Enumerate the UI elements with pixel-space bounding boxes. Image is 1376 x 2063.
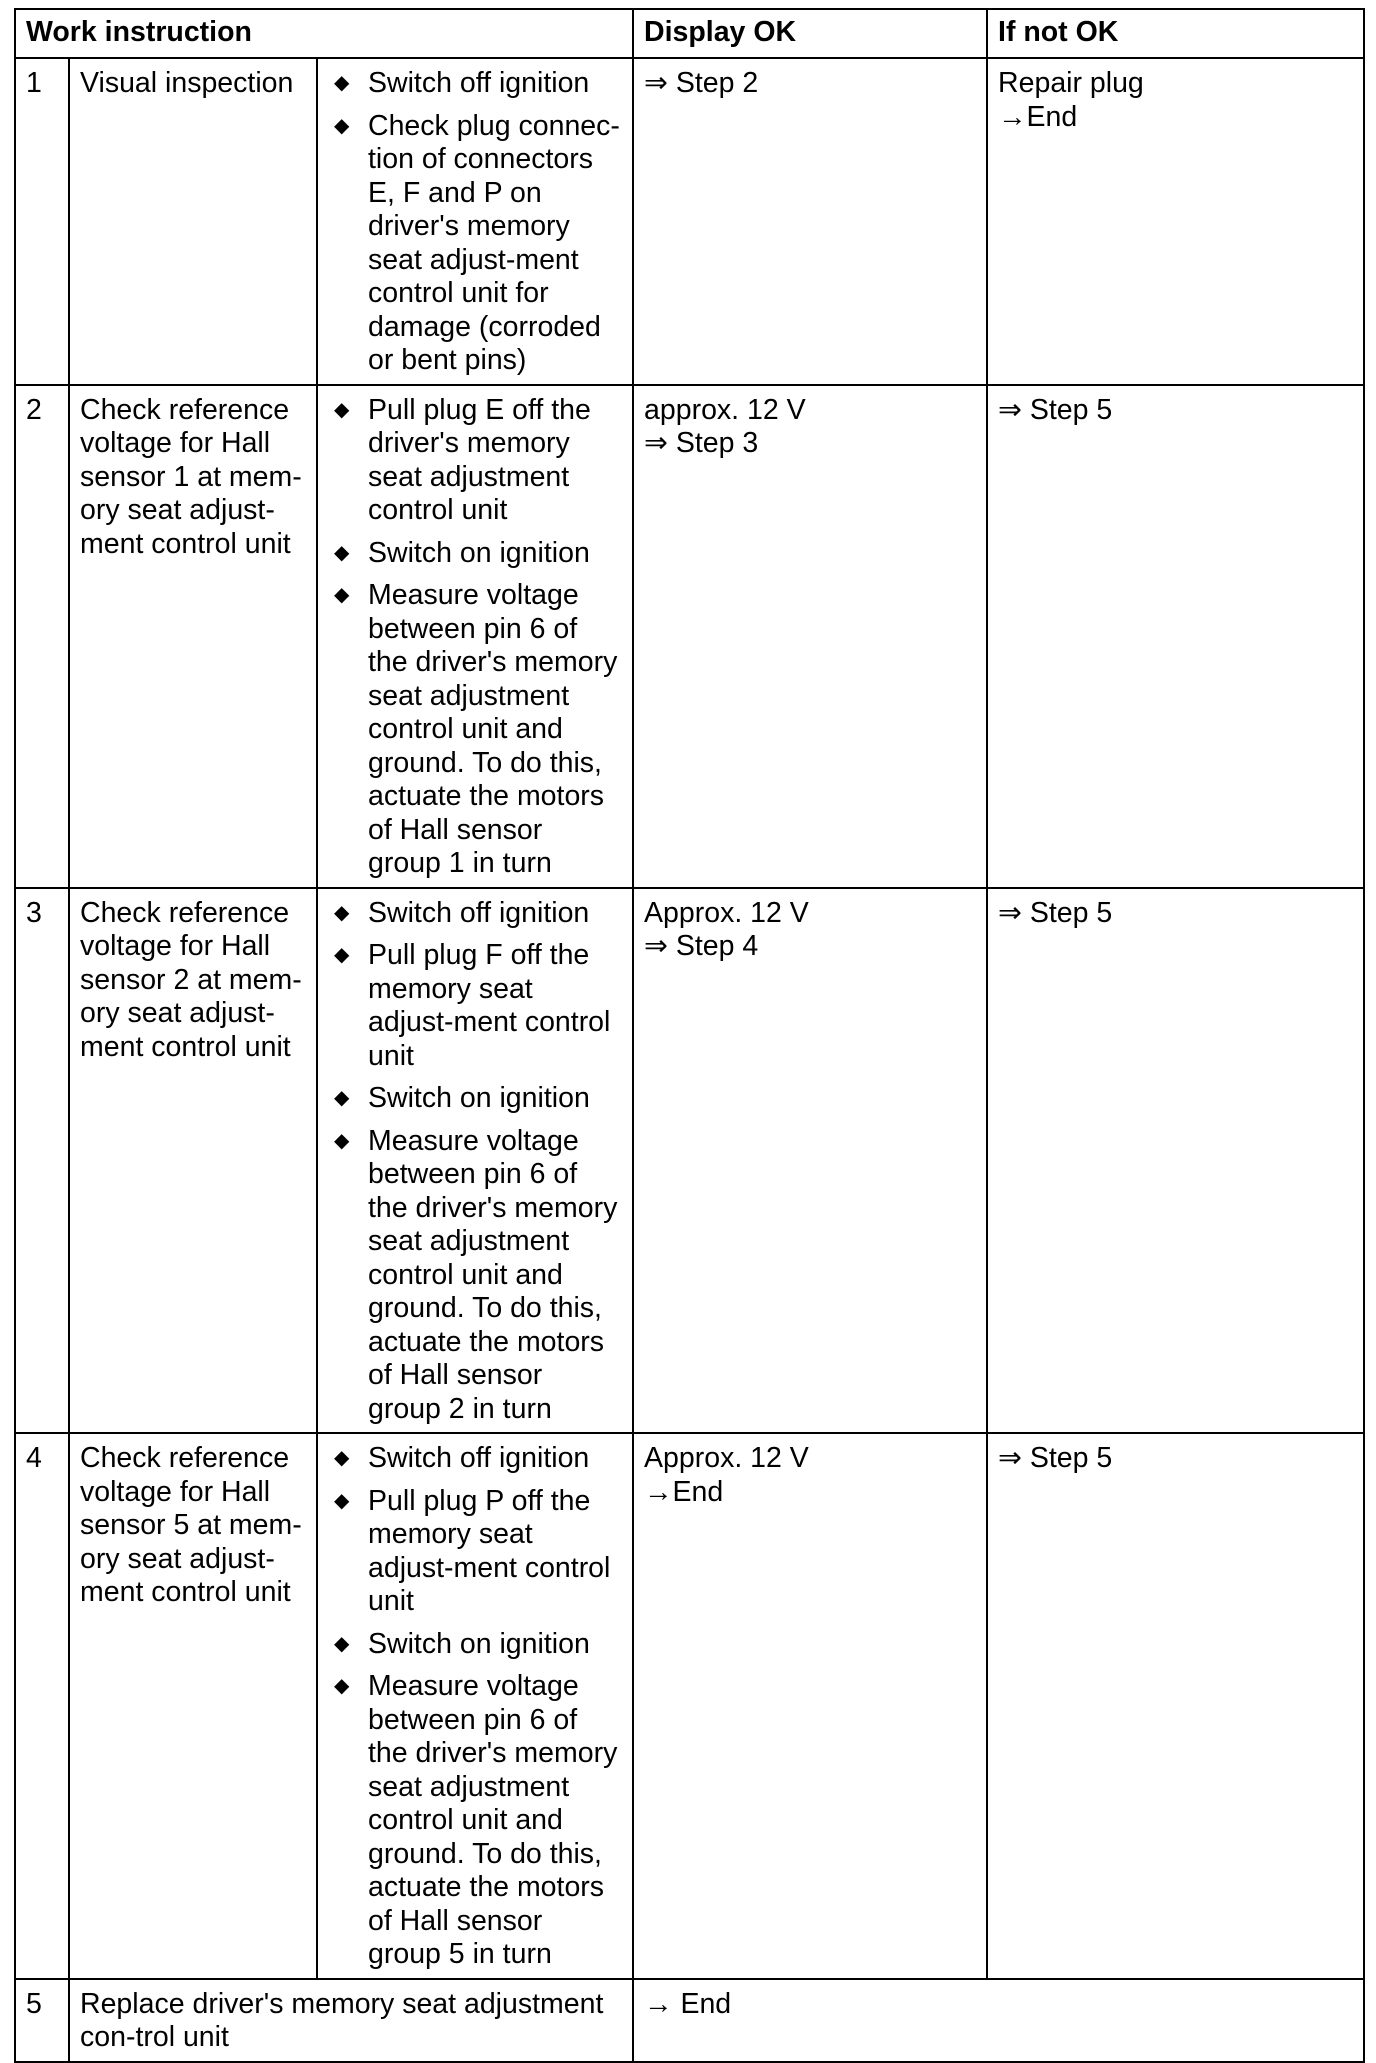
step-number: 4: [15, 1433, 69, 1979]
step-title: Check reference voltage for Hall sensor 1 at mem-ory seat adjust-ment control unit: [69, 385, 317, 888]
list-item: ◆ Pull plug F off the memory seat adjust-ment control unit: [334, 939, 611, 1072]
bullet-diamond-icon: ◆: [334, 1087, 350, 1109]
display-ok-next: ⇒ Step 4: [644, 930, 759, 962]
table-row: [15, 888, 1364, 1434]
list-item: ◆ Check plug connec-tion of connectors E, F and P on driver's memory seat adjust-ment control unit for damage (corroded or bent pins): [334, 109, 620, 376]
step-number: 3: [15, 888, 69, 1434]
work-instruction-table: [14, 8, 1365, 2063]
list-item: ◆ Switch on ignition: [334, 536, 590, 569]
display-ok-cell: [633, 1979, 1364, 2062]
if-not-ok-cell: [987, 58, 1364, 385]
step-title: Check reference voltage for Hall sensor 5 at mem-ory seat adjust-ment control unit: [69, 1433, 317, 1979]
list-item: ◆ Switch off ignition: [334, 67, 590, 99]
header-if-not-ok: If not OK: [987, 9, 1364, 58]
list-item: ◆ Measure voltage between pin 6 of the driver's memory seat adjustment control unit and ground. To do this, actuate the motors of Hall sensor group 1 in turn: [334, 579, 618, 879]
header-display-ok: Display OK: [633, 9, 987, 58]
table-row: [15, 1433, 1364, 1979]
step-actions: [317, 385, 633, 888]
step-actions: [317, 1433, 633, 1979]
bullet-diamond-icon: ◆: [334, 541, 350, 564]
bullet-diamond-icon: ◆: [334, 1675, 350, 1697]
list-item: ◆ Pull plug E off the driver's memory seat adjustment control unit: [334, 393, 591, 526]
display-ok-value: Approx. 12 V: [644, 896, 809, 929]
bullet-diamond-icon: ◆: [334, 1632, 350, 1655]
if-not-ok-cell: [987, 385, 1364, 888]
table-header-row: [15, 9, 1364, 58]
table-row: [15, 1979, 1364, 2062]
display-ok-next: → End: [644, 1987, 732, 2020]
bullet-diamond-icon: ◆: [334, 398, 350, 421]
list-item: ◆ Measure voltage between pin 6 of the driver's memory seat adjustment control unit and ground. To do this, actuate the motors of Hall sensor group 5 in turn: [334, 1670, 618, 1970]
step-title: Check reference voltage for Hall sensor 2 at mem-ory seat adjust-ment control unit: [69, 888, 317, 1434]
display-ok-result: ⇒ Step 2: [644, 67, 759, 99]
display-ok-cell: [633, 58, 987, 385]
bullet-diamond-icon: ◆: [334, 1129, 350, 1152]
step-number: 5: [15, 1979, 69, 2062]
list-item: ◆ Switch on ignition: [334, 1627, 590, 1660]
list-item: ◆ Pull plug P off the memory seat adjust-ment control unit: [334, 1484, 611, 1617]
if-not-ok-action: Repair plug: [998, 67, 1144, 99]
bullet-diamond-icon: ◆: [334, 1489, 350, 1512]
if-not-ok-next: ⇒ Step 5: [998, 1442, 1113, 1474]
bullet-diamond-icon: ◆: [334, 72, 350, 94]
list-item: ◆ Switch off ignition: [334, 896, 590, 929]
if-not-ok-cell: [987, 888, 1364, 1434]
step-title: Visual inspection: [69, 58, 317, 385]
if-not-ok-next: ⇒ Step 5: [998, 393, 1113, 426]
step-actions: [317, 888, 633, 1434]
display-ok-value: approx. 12 V: [644, 393, 806, 426]
table-row: [15, 385, 1364, 888]
step-title: Replace driver's memory seat adjustment con-trol unit: [69, 1979, 633, 2062]
display-ok-cell: [633, 888, 987, 1434]
bullet-diamond-icon: ◆: [334, 944, 350, 966]
step-actions: [317, 58, 633, 385]
display-ok-cell: [633, 385, 987, 888]
display-ok-value: Approx. 12 V: [644, 1442, 809, 1474]
display-ok-next: →End: [644, 1475, 724, 1508]
bullet-diamond-icon: ◆: [334, 584, 350, 606]
list-item: ◆ Measure voltage between pin 6 of the driver's memory seat adjustment control unit and ground. To do this, actuate the motors of Hall sensor group 2 in turn: [334, 1124, 618, 1425]
bullet-diamond-icon: ◆: [334, 114, 350, 137]
if-not-ok-next: ⇒ Step 5: [998, 896, 1113, 929]
table-row: [15, 58, 1364, 385]
bullet-diamond-icon: ◆: [334, 901, 350, 924]
display-ok-cell: [633, 1433, 987, 1979]
step-number: 2: [15, 385, 69, 888]
if-not-ok-next: →End: [998, 100, 1078, 133]
header-work-instruction: Work instruction: [15, 9, 633, 58]
bullet-diamond-icon: ◆: [334, 1447, 350, 1469]
step-number: 1: [15, 58, 69, 385]
if-not-ok-cell: [987, 1433, 1364, 1979]
display-ok-next: ⇒ Step 3: [644, 427, 759, 459]
list-item: ◆ Switch off ignition: [334, 1442, 590, 1474]
list-item: ◆ Switch on ignition: [334, 1082, 590, 1114]
